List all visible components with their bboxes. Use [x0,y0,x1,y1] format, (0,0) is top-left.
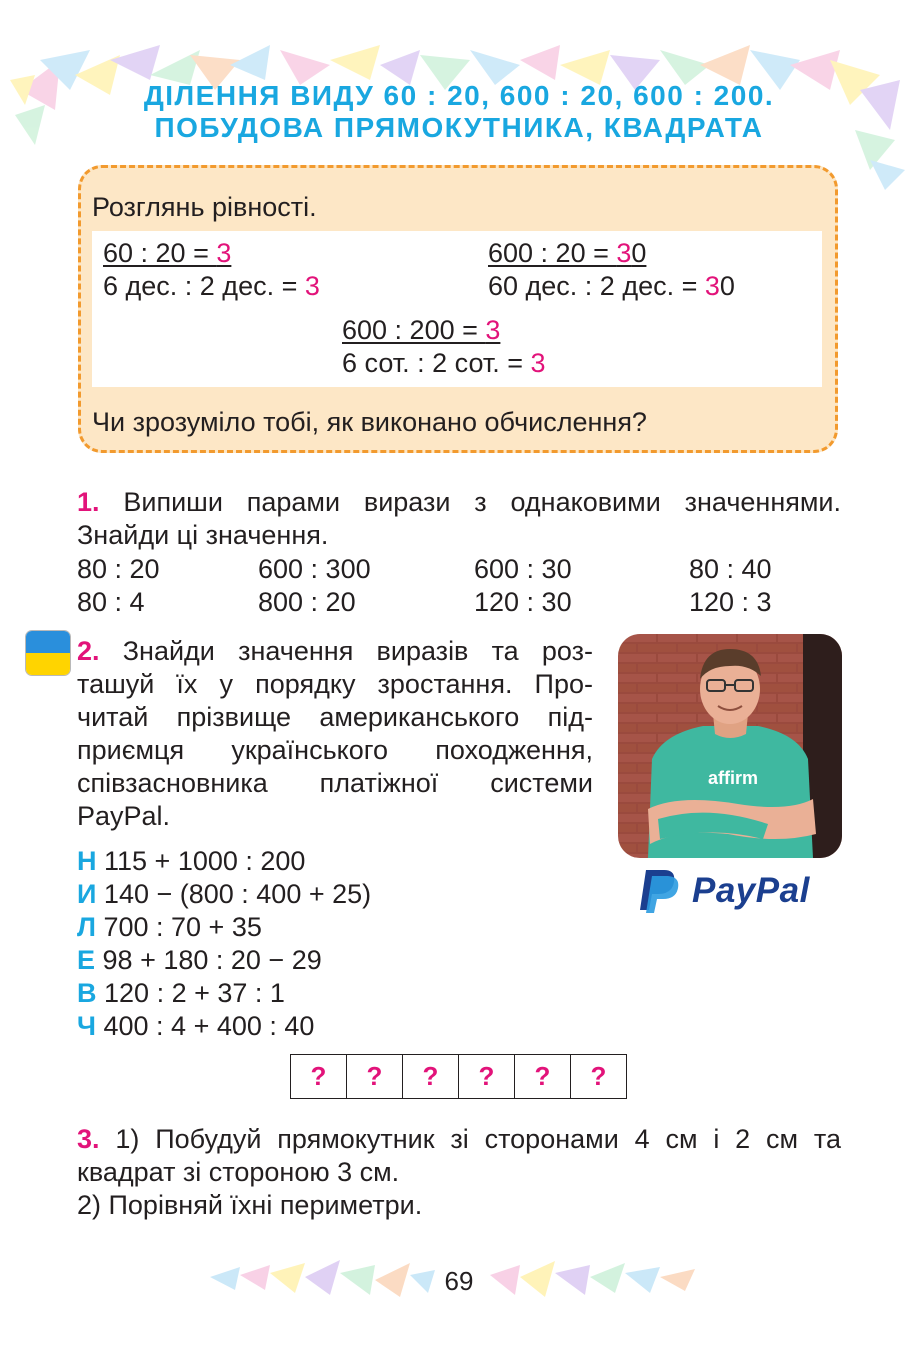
task3-line2: квадрат зі стороною 3 см. [77,1157,400,1187]
task2-line: PayPal. [77,801,171,831]
equation-600-div-20 [488,237,646,270]
page-number: 69 [444,1266,474,1296]
equation-60-div-20 [103,237,231,270]
task1-expression: 120 : 30 [474,587,572,617]
task1-expression: 80 : 40 [689,554,772,584]
answer-cell[interactable]: ? [459,1055,515,1099]
equation-lhs: 600 : 200 = 3 [342,315,501,345]
entrepreneur-photo [618,634,842,858]
task3-line3: 2) Порівняй їхні периметри. [77,1190,423,1220]
intro-question: Чи зрозуміло тобі, як виконано обчислення? [92,407,647,437]
task1-expression: 80 : 20 [77,554,160,584]
task2-line: приємця українського походження, [77,735,593,765]
equation-60-dec-div-2-dec: 60 дес. : 2 дес. = 30 [488,271,735,301]
intro-prompt: Розглянь рівності. [92,192,317,222]
task3-line1: 3. 1) Побудуй прямокутник зі сторонами 4 см і 2 см та [77,1124,841,1154]
answer-cell[interactable]: ? [403,1055,459,1099]
task2-item: Н 115 + 1000 : 200 [77,846,306,876]
answer-cell[interactable]: ? [347,1055,403,1099]
equation-lhs: 60 : 20 = 3 [103,238,232,268]
shirt-logo-text: affirm [708,768,759,788]
paypal-logo-icon [636,866,836,914]
task2-line: ташуй їх у порядку зростання. Про- [77,669,593,699]
equation-6-sot-div-2-sot: 6 сот. : 2 сот. = 3 [342,348,546,378]
equation-600-div-200 [342,314,500,347]
task2-line: 2. Знайди значення виразів та роз- [77,636,593,666]
answer-cell[interactable]: ? [291,1055,347,1099]
task2-item: В 120 : 2 + 37 : 1 [77,978,285,1008]
task2-paragraph [77,635,593,833]
ukraine-flag-icon [25,630,71,676]
task2-line: читай прізвище американського під- [77,702,593,732]
answer-table [290,1054,627,1099]
task1-expression: 800 : 20 [258,587,356,617]
task1-expression: 600 : 30 [474,554,572,584]
paypal-logo-text: PayPal [692,871,810,910]
answer-cell[interactable]: ? [571,1055,627,1099]
task1-expression: 120 : 3 [689,587,772,617]
task1-expression: 80 : 4 [77,587,145,617]
answer-cell[interactable]: ? [515,1055,571,1099]
equation-lhs: 600 : 20 = 30 [488,238,647,268]
task2-line: співзасновника платіжної системи [77,768,593,798]
equation-6-dec-div-2-dec: 6 дес. : 2 дес. = 3 [103,271,320,301]
task2-item: Ч 400 : 4 + 400 : 40 [77,1011,315,1041]
page-title-line-2: ПОБУДОВА ПРЯМОКУТНИКА, КВАДРАТА [154,112,764,143]
task2-item: И 140 − (800 : 400 + 25) [77,879,372,909]
task1-expression: 600 : 300 [258,554,371,584]
task1-text-line1: 1. Випиши парами вирази з однаковими значеннями. [77,487,841,517]
task2-item: Л 700 : 70 + 35 [77,912,262,942]
task1-text-line2: Знайди ці значення. [77,520,329,550]
page-title-line-1: ДІЛЕННЯ ВИДУ 60 : 20, 600 : 20, 600 : 200. [143,80,775,111]
task2-item: Е 98 + 180 : 20 − 29 [77,945,322,975]
